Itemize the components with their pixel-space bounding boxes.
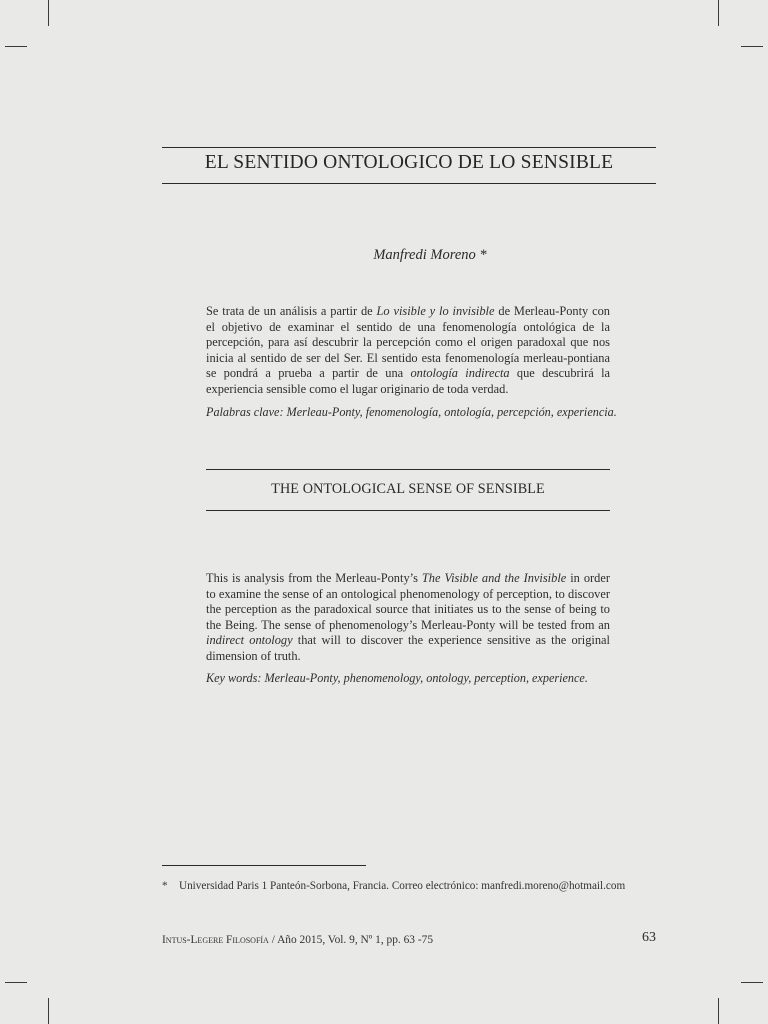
abstract-es-text-3: que descubrirá la experiencia sensible como el lugar originario de toda verdad. [206, 366, 611, 396]
title-en-rule-bottom [206, 510, 610, 511]
crop-mark-top-right [718, 0, 719, 26]
author-name: Manfredi Moreno * [373, 247, 487, 263]
page-number: 63 [642, 930, 656, 945]
footnote-text: Universidad Paris 1 Panteón-Sorbona, Francia. Correo electrónico: manfredi.moreno@hotmail.com [179, 880, 626, 892]
crop-mark-right-top [741, 46, 763, 47]
article-title-en: THE ONTOLOGICAL SENSE OF SENSIBLE [271, 481, 545, 497]
abstract-es [206, 304, 610, 398]
footnote-mark: * [162, 880, 168, 892]
title-rule-bottom [162, 183, 656, 184]
keywords-en: Key words: Merleau-Ponty, phenomenology, ontology, perception, experience. [206, 671, 588, 685]
crop-mark-left-bottom [5, 982, 27, 983]
abstract-en-emphasis: indirect ontology [206, 633, 293, 648]
abstract-es-text-2: de Merleau-Ponty con el objetivo de examinar el sentido de una fenomenología ontológica de la percepción, para así descubrir la percepción como el origen paradoxal que nos inicia al sentido de ser del Ser. El sentido esta fenomenología merleau-pontiana se pondrá a prueba a partir de una [206, 304, 610, 381]
footnote [162, 880, 625, 892]
abstract-es-text-1: Se trata de un análisis a partir de [206, 304, 377, 318]
abstract-es-emphasis: ontología indirecta [410, 366, 510, 381]
crop-mark-right-bottom [741, 982, 763, 983]
abstract-en-text-3: that will to discover the experience sensitive as the original dimension of truth. [206, 633, 610, 663]
title-rule-top [162, 147, 656, 148]
journal-volume-info: / Año 2015, Vol. 9, Nº 1, pp. 63 -75 [268, 934, 434, 946]
keywords-es: Palabras clave: Merleau-Ponty, fenomenología, ontología, percepción, experiencia. [206, 405, 617, 419]
abstract-en-text-1: This is analysis from the Merleau-Ponty’s [206, 571, 422, 585]
journal-citation [162, 934, 433, 946]
abstract-en [206, 571, 610, 665]
crop-mark-top-left [48, 0, 49, 26]
journal-name: Intus-Legere Filosofía [162, 934, 269, 946]
crop-mark-left-top [5, 46, 27, 47]
abstract-es-book-title: Lo visible y lo invisible [376, 304, 495, 318]
article-title-es: EL SENTIDO ONTOLOGICO DE LO SENSIBLE [204, 152, 614, 173]
abstract-en-text-2: in order to examine the sense of an ontological phenomenology of perception, to discover the perception as the paradoxical source that initiates us to the sense of being to the Being. The sense of phenomenology’s Merleau-Ponty will be tested from an [206, 571, 610, 632]
footnote-separator [162, 865, 366, 866]
crop-mark-bottom-right [718, 998, 719, 1024]
title-en-rule-top [206, 469, 610, 470]
abstract-en-book-title: The Visible and the Invisible [421, 571, 567, 585]
crop-mark-bottom-left [48, 998, 49, 1024]
